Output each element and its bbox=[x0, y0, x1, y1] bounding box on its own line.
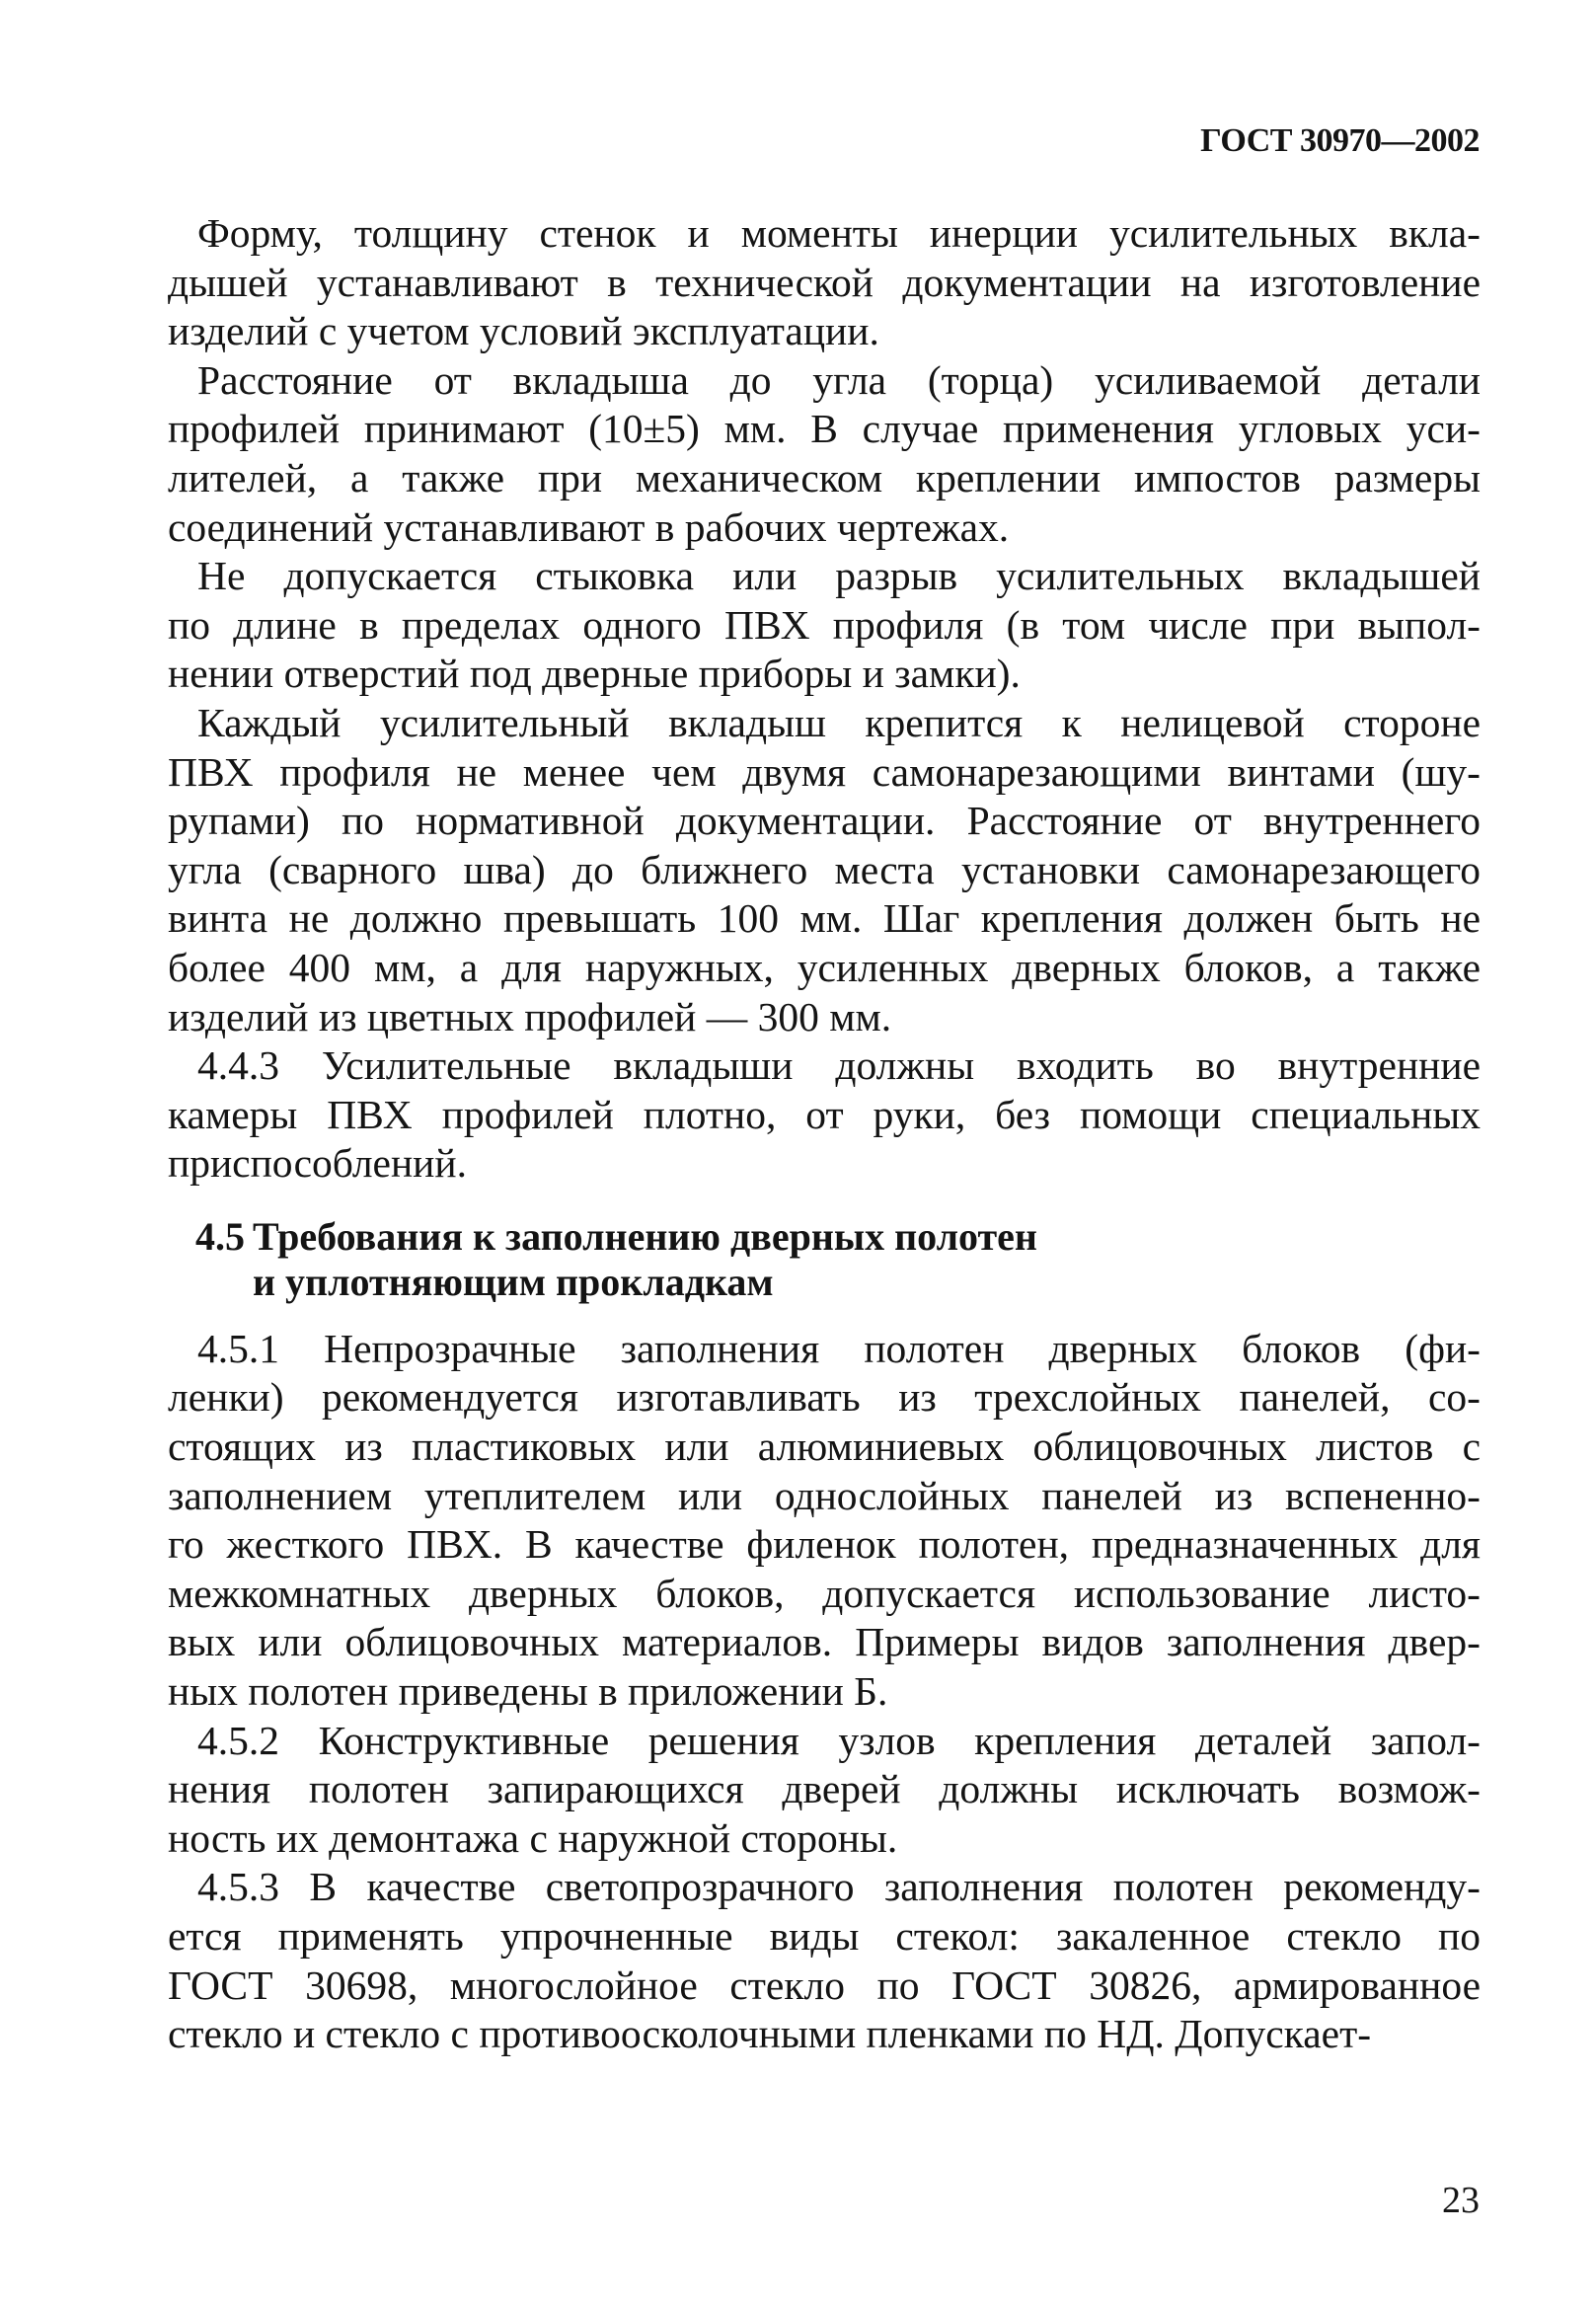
paragraph bbox=[168, 699, 1481, 1041]
text-line: изделий с учетом условий эксплуатации. bbox=[168, 308, 879, 354]
paragraph bbox=[168, 356, 1481, 552]
text-line: дышей устанавливают в технической документации на изготовление bbox=[168, 259, 1481, 305]
paragraph bbox=[168, 209, 1481, 356]
text-line: 4.5.3 В качестве светопрозрачного заполнения полотен рекоменду- bbox=[197, 1864, 1481, 1910]
text-line: 4.4.3 Усилительные вкладыши должны входить во внутренние bbox=[197, 1042, 1481, 1089]
text-line: соединений устанавливают в рабочих чертежах. bbox=[168, 503, 1010, 550]
text-line: нении отверстий под дверные приборы и замки). bbox=[168, 651, 1021, 697]
section-title-line1: Требования к заполнению дверных полотен bbox=[253, 1213, 1037, 1259]
text-line: угла (сварного шва) до ближнего места установки самонарезающего bbox=[168, 846, 1481, 892]
text-line: 4.5.2 Конструктивные решения узлов крепления деталей запол- bbox=[197, 1717, 1481, 1763]
text-line: Форму, толщину стенок и моменты инерции усилительных вкла- bbox=[197, 210, 1481, 256]
text-line: ность их демонтажа с наружной стороны. bbox=[168, 1814, 898, 1861]
text-line: Расстояние от вкладыша до угла (торца) усиливаемой детали bbox=[197, 356, 1481, 403]
text-line: ГОСТ 30698, многослойное стекло по ГОСТ 30826, армированное bbox=[168, 1962, 1481, 2008]
paragraph-group-top bbox=[168, 209, 1481, 1189]
text-line: винта не должно превышать 100 мм. Шаг крепления должен быть не bbox=[168, 895, 1481, 942]
text-line: изделий из цветных профилей — 300 мм. bbox=[168, 993, 892, 1039]
text-line: лителей, а также при механическом креплении импостов размеры bbox=[168, 454, 1481, 500]
section-heading bbox=[168, 1214, 1481, 1305]
text-line: нения полотен запирающихся дверей должны исключать возмож- bbox=[168, 1766, 1481, 1812]
text-line: ется применять упрочненные виды стекол: закаленное стекло по bbox=[168, 1913, 1481, 1959]
paragraph-group-section bbox=[168, 1325, 1481, 2059]
body-text bbox=[168, 209, 1481, 2059]
paragraph bbox=[168, 1325, 1481, 1717]
text-line: стоящих из пластиковых или алюминиевых облицовочных листов с bbox=[168, 1423, 1481, 1470]
text-line: ПВХ профиля не менее чем двумя самонарезающими винтами (шу- bbox=[168, 748, 1481, 795]
text-line: приспособлений. bbox=[168, 1140, 467, 1187]
section-number: 4.5 bbox=[195, 1213, 245, 1259]
text-line: стекло и стекло с противоосколочными пленками по НД. Допускает- bbox=[168, 2011, 1372, 2057]
text-line: Каждый усилительный вкладыш крепится к нелицевой стороне bbox=[197, 699, 1481, 745]
text-line: камеры ПВХ профилей плотно, от руки, без помощи специальных bbox=[168, 1091, 1481, 1137]
text-line: ленки) рекомендуется изготавливать из трехслойных панелей, со- bbox=[168, 1374, 1481, 1421]
text-line: вых или облицовочных материалов. Примеры видов заполнения двер- bbox=[168, 1619, 1481, 1665]
section-title-line2: и уплотняющим прокладкам bbox=[253, 1259, 774, 1304]
running-header: ГОСТ 30970—2002 bbox=[1200, 122, 1480, 159]
text-line: го жесткого ПВХ. В качестве филенок полотен, предназначенных для bbox=[168, 1521, 1481, 1568]
paragraph bbox=[168, 552, 1481, 699]
text-line: более 400 мм, а для наружных, усиленных дверных блоков, а также bbox=[168, 944, 1481, 990]
text-line: по длине в пределах одного ПВХ профиля (в том числе при выпол- bbox=[168, 601, 1481, 648]
text-line: межкомнатных дверных блоков, допускается использование листо- bbox=[168, 1570, 1481, 1616]
text-line: Не допускается стыковка или разрыв усилительных вкладышей bbox=[197, 553, 1481, 599]
text-line: заполнением утеплителем или однослойных панелей из вспененно- bbox=[168, 1472, 1481, 1518]
text-line: рупами) по нормативной документации. Расстояние от внутреннего bbox=[168, 798, 1481, 844]
page-number: 23 bbox=[1442, 2180, 1480, 2221]
text-line: 4.5.1 Непрозрачные заполнения полотен дверных блоков (фи- bbox=[197, 1325, 1481, 1371]
text-line: ных полотен приведены в приложении Б. bbox=[168, 1668, 888, 1715]
paragraph bbox=[168, 1717, 1481, 1864]
paragraph bbox=[168, 1041, 1481, 1189]
paragraph bbox=[168, 1863, 1481, 2058]
text-line: профилей принимают (10±5) мм. В случае применения угловых уси- bbox=[168, 406, 1481, 452]
